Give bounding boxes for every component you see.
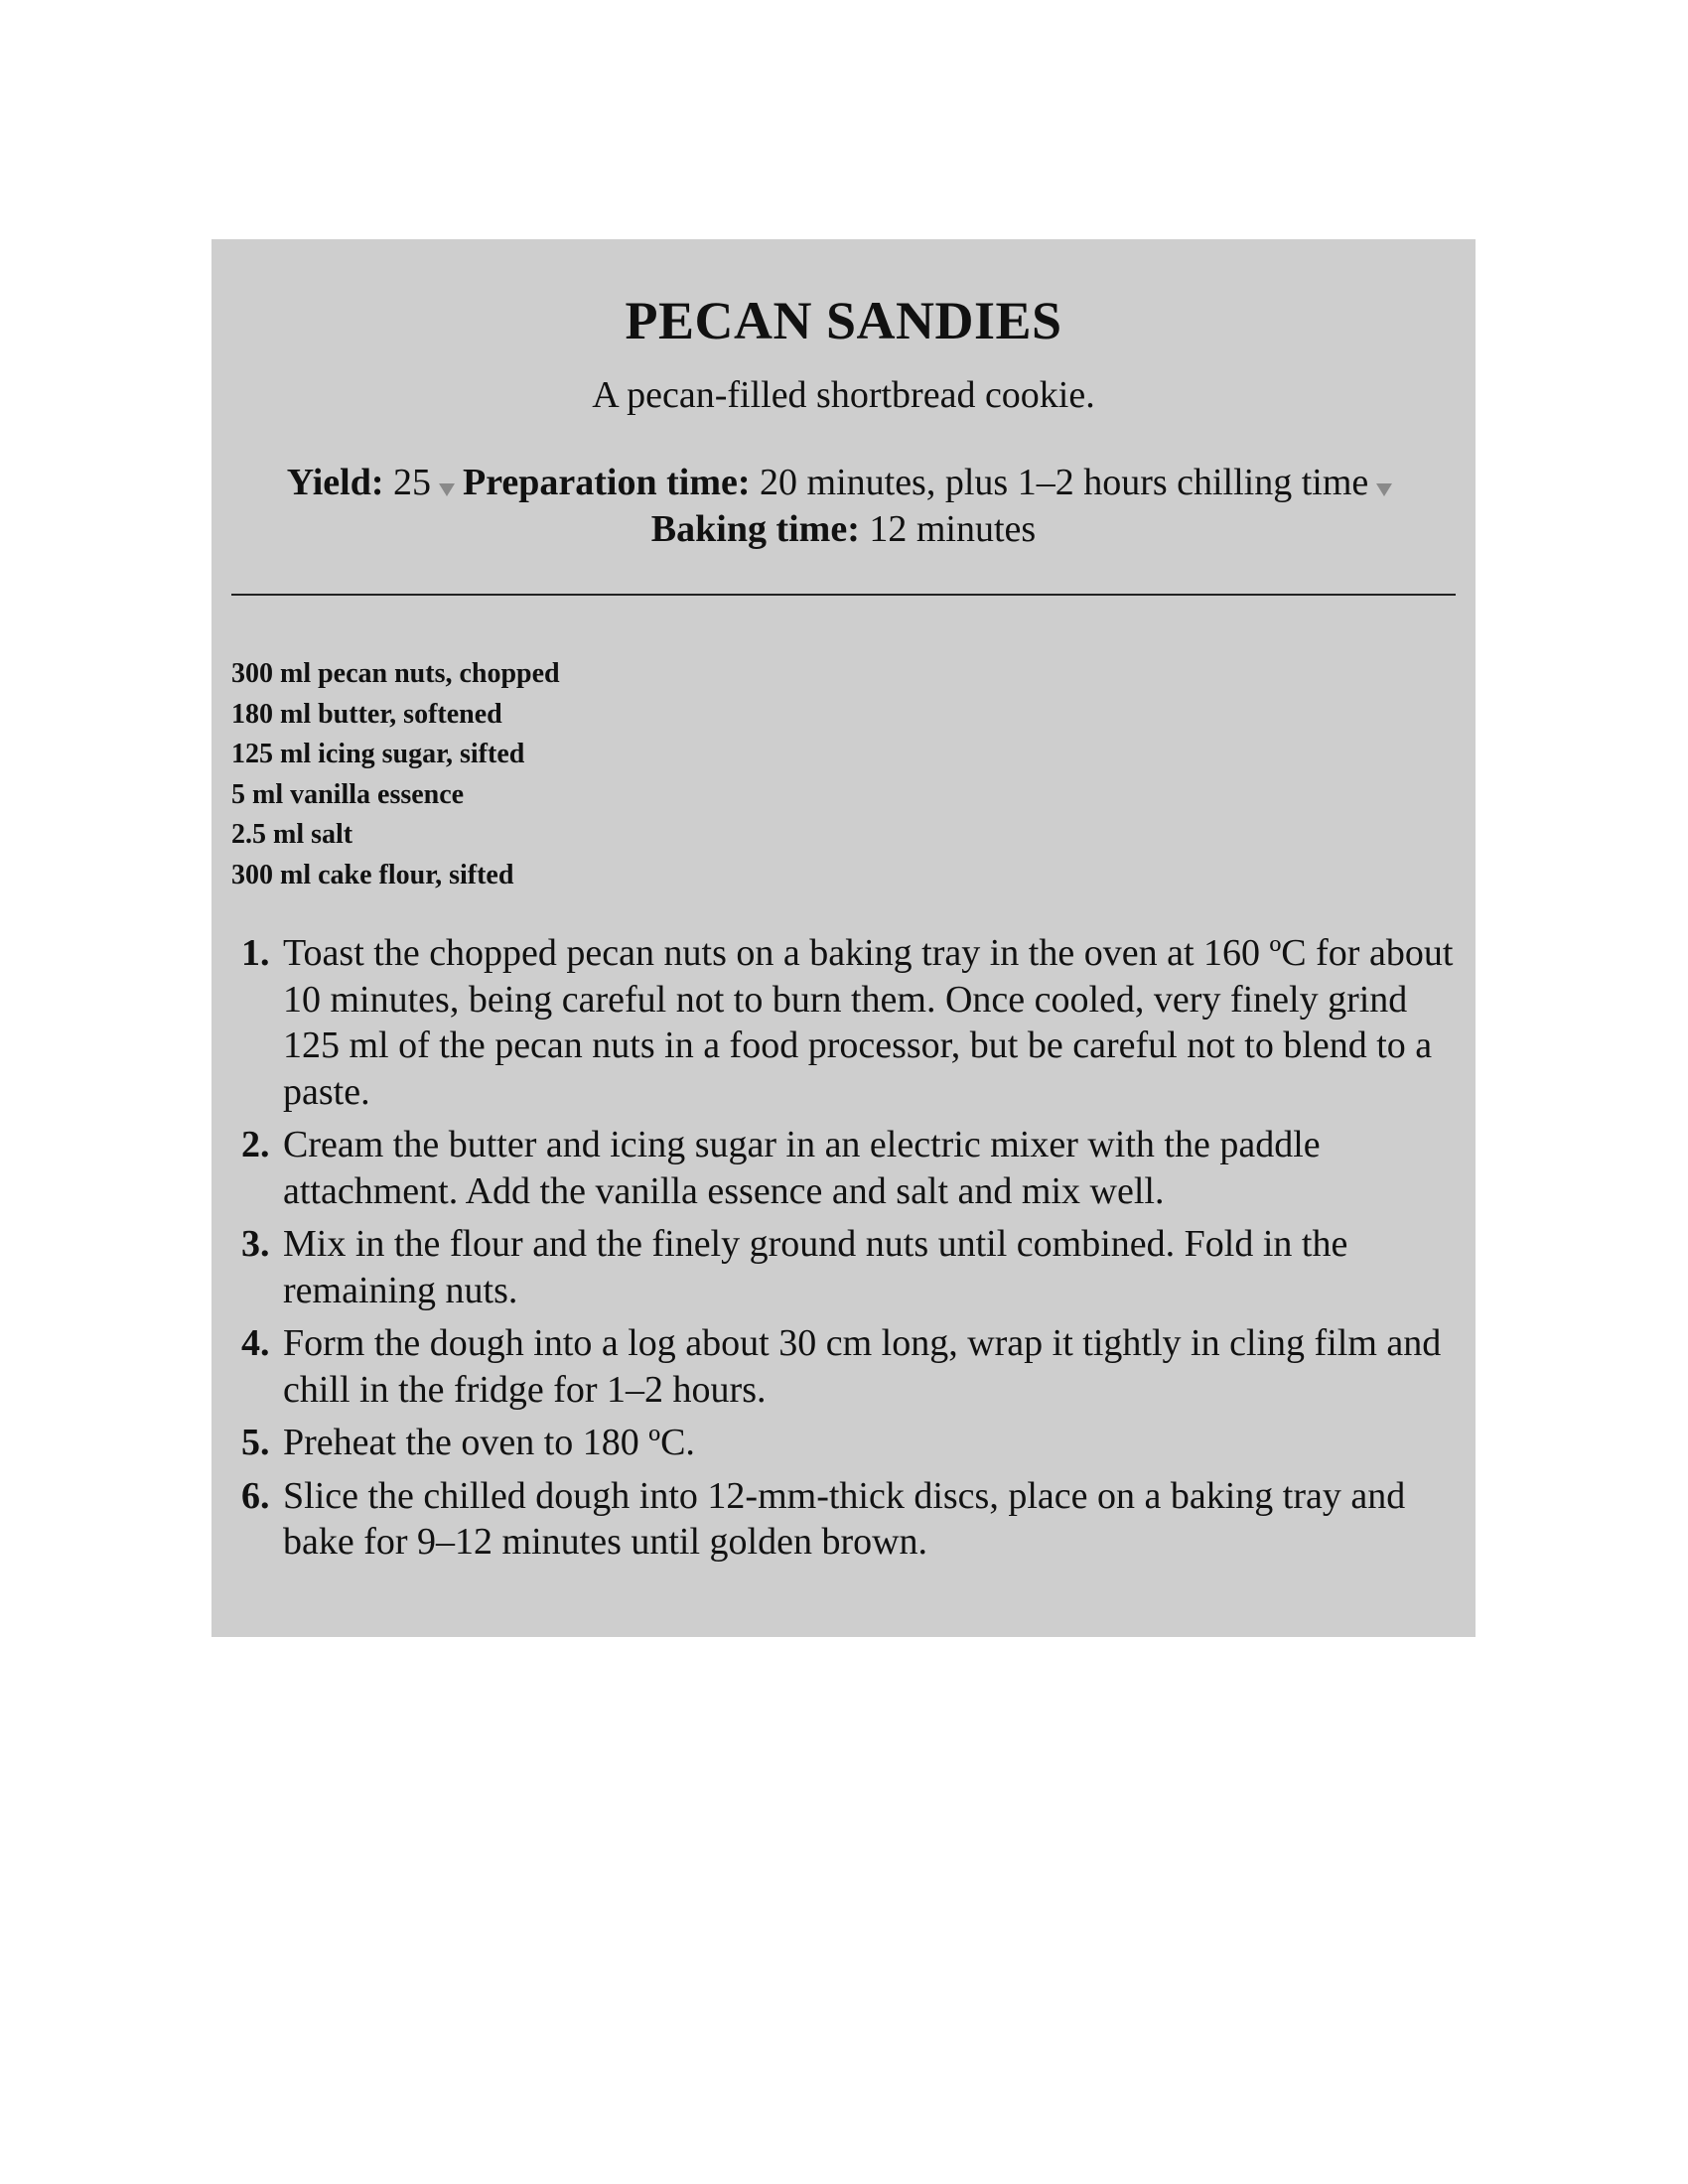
ingredient-item: 180 ml butter, softened	[231, 698, 502, 730]
step-text: Slice the chilled dough into 12-mm-thick discs, place on a baking tray and bake for 9–12 minutes until golden brown.	[283, 1474, 1406, 1563]
step-number: 4.	[241, 1322, 270, 1364]
method-steps	[241, 930, 1473, 1572]
recipe-title: PECAN SANDIES	[625, 291, 1062, 350]
step-text: Preheat the oven to 180 ºC.	[283, 1422, 695, 1463]
yield-label: Yield:	[286, 462, 384, 503]
step-item	[241, 1473, 1473, 1566]
yield-value: 25	[393, 462, 432, 503]
ingredient-item: 5 ml vanilla essence	[231, 778, 465, 810]
step-text: Form the dough into a log about 30 cm long, wrap it tightly in cling film and chill in the fridge for 1–2 hours.	[283, 1322, 1442, 1411]
step-number: 2.	[241, 1124, 270, 1165]
step-item	[241, 1320, 1473, 1413]
ingredient-item: 2.5 ml salt	[231, 819, 353, 850]
step-text: Mix in the flour and the finely ground nuts until combined. Fold in the remaining nuts.	[283, 1223, 1348, 1311]
ingredient-item: 125 ml icing sugar, sifted	[231, 739, 525, 769]
step-item	[241, 1420, 1473, 1466]
meta-line-1	[211, 460, 1476, 506]
ingredient-item: 300 ml pecan nuts, chopped	[231, 658, 560, 689]
step-number: 3.	[241, 1223, 270, 1265]
step-number: 6.	[241, 1474, 270, 1517]
recipe-subtitle: A pecan-filled shortbread cookie.	[592, 374, 1095, 416]
ingredient-item: 300 ml cake flour, sifted	[231, 859, 514, 890]
triangle-down-icon	[1376, 483, 1392, 496]
step-text: Cream the butter and icing sugar in an electric mixer with the paddle attachment. Add the vanilla essence and salt and mix well.	[283, 1124, 1321, 1212]
prep-time-value: 20 minutes, plus 1–2 hours chilling time	[760, 462, 1369, 503]
recipe-card	[211, 239, 1476, 1637]
step-item	[241, 1122, 1473, 1214]
baking-time-value: 12 minutes	[869, 508, 1037, 550]
divider	[231, 594, 1456, 596]
meta-line-2	[211, 506, 1476, 553]
step-item	[241, 1221, 1473, 1313]
step-item	[241, 930, 1473, 1115]
step-number: 1.	[241, 932, 270, 974]
triangle-down-icon	[439, 483, 455, 496]
step-text: Toast the chopped pecan nuts on a baking tray in the oven at 160 ºC for about 10 minutes, being careful not to burn them. Once cooled, very finely grind 125 ml of the pecan nuts in a food processor, but be careful not to blend to a paste.	[283, 932, 1454, 1113]
baking-time-label: Baking time:	[650, 508, 860, 550]
prep-time-label: Preparation time:	[463, 462, 751, 503]
recipe-meta	[211, 460, 1476, 553]
ingredient-list	[231, 654, 560, 895]
step-number: 5.	[241, 1422, 270, 1463]
